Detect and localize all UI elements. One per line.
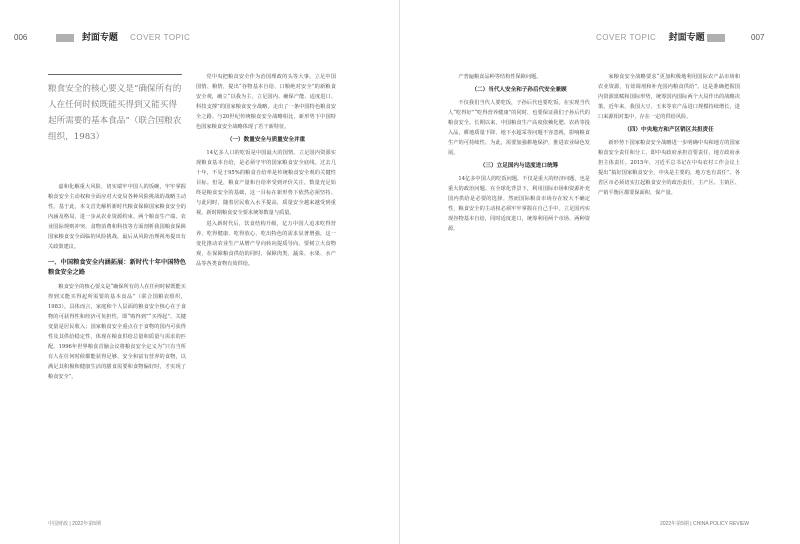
section-title-en: COVER TOPIC	[130, 33, 191, 42]
section-title-en: COVER TOPIC	[596, 33, 657, 42]
body-paragraph: 进入新时代后，饮食结构升级，亿万中国人追求吃得营养、吃得健康、吃得放心、吃出特色的需求显著增强，这一变化推动农业生产从增产导向转向提质导向。要树立大食物观，在保障粮食供给的同时，保障肉类、蔬菜、水果、水产品等各类食物有效供给。	[196, 221, 336, 267]
subsection-heading: （四）中央地方和产区销区共担责任	[624, 127, 714, 133]
body-paragraph: 党中央把粮食安全作为治国理政的头等大事，立足中国国情、粮情，提出“谷物基本自给、口粮绝对安全”的新粮食安全观，确立“以我为主、立足国内、确保产能、适度进口、科技支撑”的国家粮食安全战略，走出了一条中国特色粮食安全之路。与20世纪传统粮食安全战略相比，新形势下中国特色国家粮食安全战略体现了若干新特征。	[196, 74, 336, 130]
body-paragraph: 不仅我们当代人要吃饭，子孙后代也要吃饭。在实现当代人“吃得好”“吃得营养健康”的同时，也要保证我们子孙后代的粮食安全。长期以来，中国粮食生产高度依赖化肥、农药等投入品，耕地质量下降、地下水超采等问题不容忽视，影响粮食生产的可持续性。为此，需要加强耕地保护，推进农业绿色发展。	[448, 100, 590, 156]
right-footer: 2022年第5期 | CHINA POLICY REVIEW	[660, 521, 750, 527]
body-paragraph: 粮食安全的核心要义是“确保所有的人在任何时候既能买得到又能买得起所需要的基本食品”（联合国粮农组织，1983）。具体而言，家庭和个人层面的粮食安全核心在于食物的可获得性和经济可负担性，即“购得到”“买得起”。关键变量是居民收入；国家粮食安全重点在于食物的国内可获得性及其供给稳定性，体现在粮食供给总量和质量与需求的匹配。1996年世界粮食首脑会议将粮食安全定义为“只有当所有人在任何时候都能获得足够、安全和富有营养的食物，以满足其积极和健康生活的膳食需要和食物偏好时，才实现了粮食安全”。	[48, 284, 186, 380]
page-number: 006	[14, 33, 28, 42]
right-column-4	[598, 72, 740, 199]
left-column-2	[196, 72, 336, 270]
left-footer: 中国财政 | 2022年第5期	[48, 521, 101, 527]
intro-paragraph: 嘉和化解重大风险，切实端牢中国人的饭碗，牢牢掌握粮食安全主动权和全面应对大变局各种风险挑战的战略主动性。基于此，本文首先解析新时代粮食保障国家粮食安全的内涵及格局，进一步从农业资源约束、两个粮食生产端、农业国际规则冲突、食物消费和科技等方面剖析我国粮食保障国家粮食安全面临的风险挑战，最后从风险治理视角提出有关政策建议。	[48, 184, 186, 250]
section-title: 封面专题	[668, 32, 705, 42]
section-title: 封面专题	[81, 32, 118, 42]
page-number: 007	[751, 33, 765, 42]
subsection-heading: （三）立足国内与适度进口统筹	[479, 163, 559, 169]
body-paragraph: 14亿多中国人的吃饭问题，不仅是重大的经济问题，也是重大的政治问题。在全球化背景下，利用国际市场和资源补充国内供给是必要的选择。然而国际粮食市场存在较大不确定性，粮食安全的主动权必须牢牢掌握在自己手中。立足国内实现谷物基本自给，同时适度进口，统筹利用两个市场、两种资源。	[448, 176, 590, 232]
right-page	[400, 0, 800, 544]
left-header	[14, 30, 190, 43]
body-paragraph: 家粮食安全战略要求“更加积极地利用国际农产品市场和农业资源，有效调剂和补充国内粮食供给”。这是准确把握国内资源禀赋和国际形势，统筹国内国际两个大局作出的战略决策。近年来，我国大豆、玉米等农产品进口规模持续增长，进口来源相对集中，存在一定的供给风险。	[598, 74, 740, 120]
body-paragraph: 新形势下国家粮食安全战略进一步明确中央和地方的国家粮食安全责任和分工，即中央政府承担首要责任，地方政府承担主体责任。2015年，习近平总书记在中央农村工作会议上提出“搞好国家粮食安全，中央是主要的，地方也有责任”。各省区市必须切实扛起粮食安全的政治责任，主产区、主销区、产销平衡区都要保面积、保产量。	[598, 140, 740, 196]
body-paragraph: 14亿多人口的吃饭是中国最大的国情。立足国内资源实现粮食基本自给，是必须守牢的国家粮食安全底线。过去几十年，不见于95%的粮食自给率是传统粮食安全观的关键性目标。但是，粮食产量和自给率受到评价关注。数量充足始终是粮食安全的基础，这一目标在新形势下依然必须坚持。与此同时，随着居民收入水平提高，质量安全越来越受到重视。新时期粮食安全要求统筹数量与质量。	[196, 150, 336, 216]
subsection-heading: （二）当代人安全和子孙后代安全兼顾	[471, 87, 567, 93]
left-column-1	[48, 182, 186, 383]
section-heading: 一、中国粮食安全内涵拓展：新时代十年中国特色粮食安全之路	[48, 259, 186, 276]
pull-quote: 粮食安全的核心要义是“确保所有的人在任何时候既能买得到又能买得起所需要的基本食品”（联合国粮农组织，1983）	[48, 74, 182, 145]
subsection-heading: （一）数量安全与质量安全并重	[226, 137, 306, 143]
body-paragraph: 产普遍粮食品种等结构性保障问题。	[458, 74, 542, 80]
right-header	[596, 30, 764, 43]
right-column-3	[448, 72, 590, 235]
